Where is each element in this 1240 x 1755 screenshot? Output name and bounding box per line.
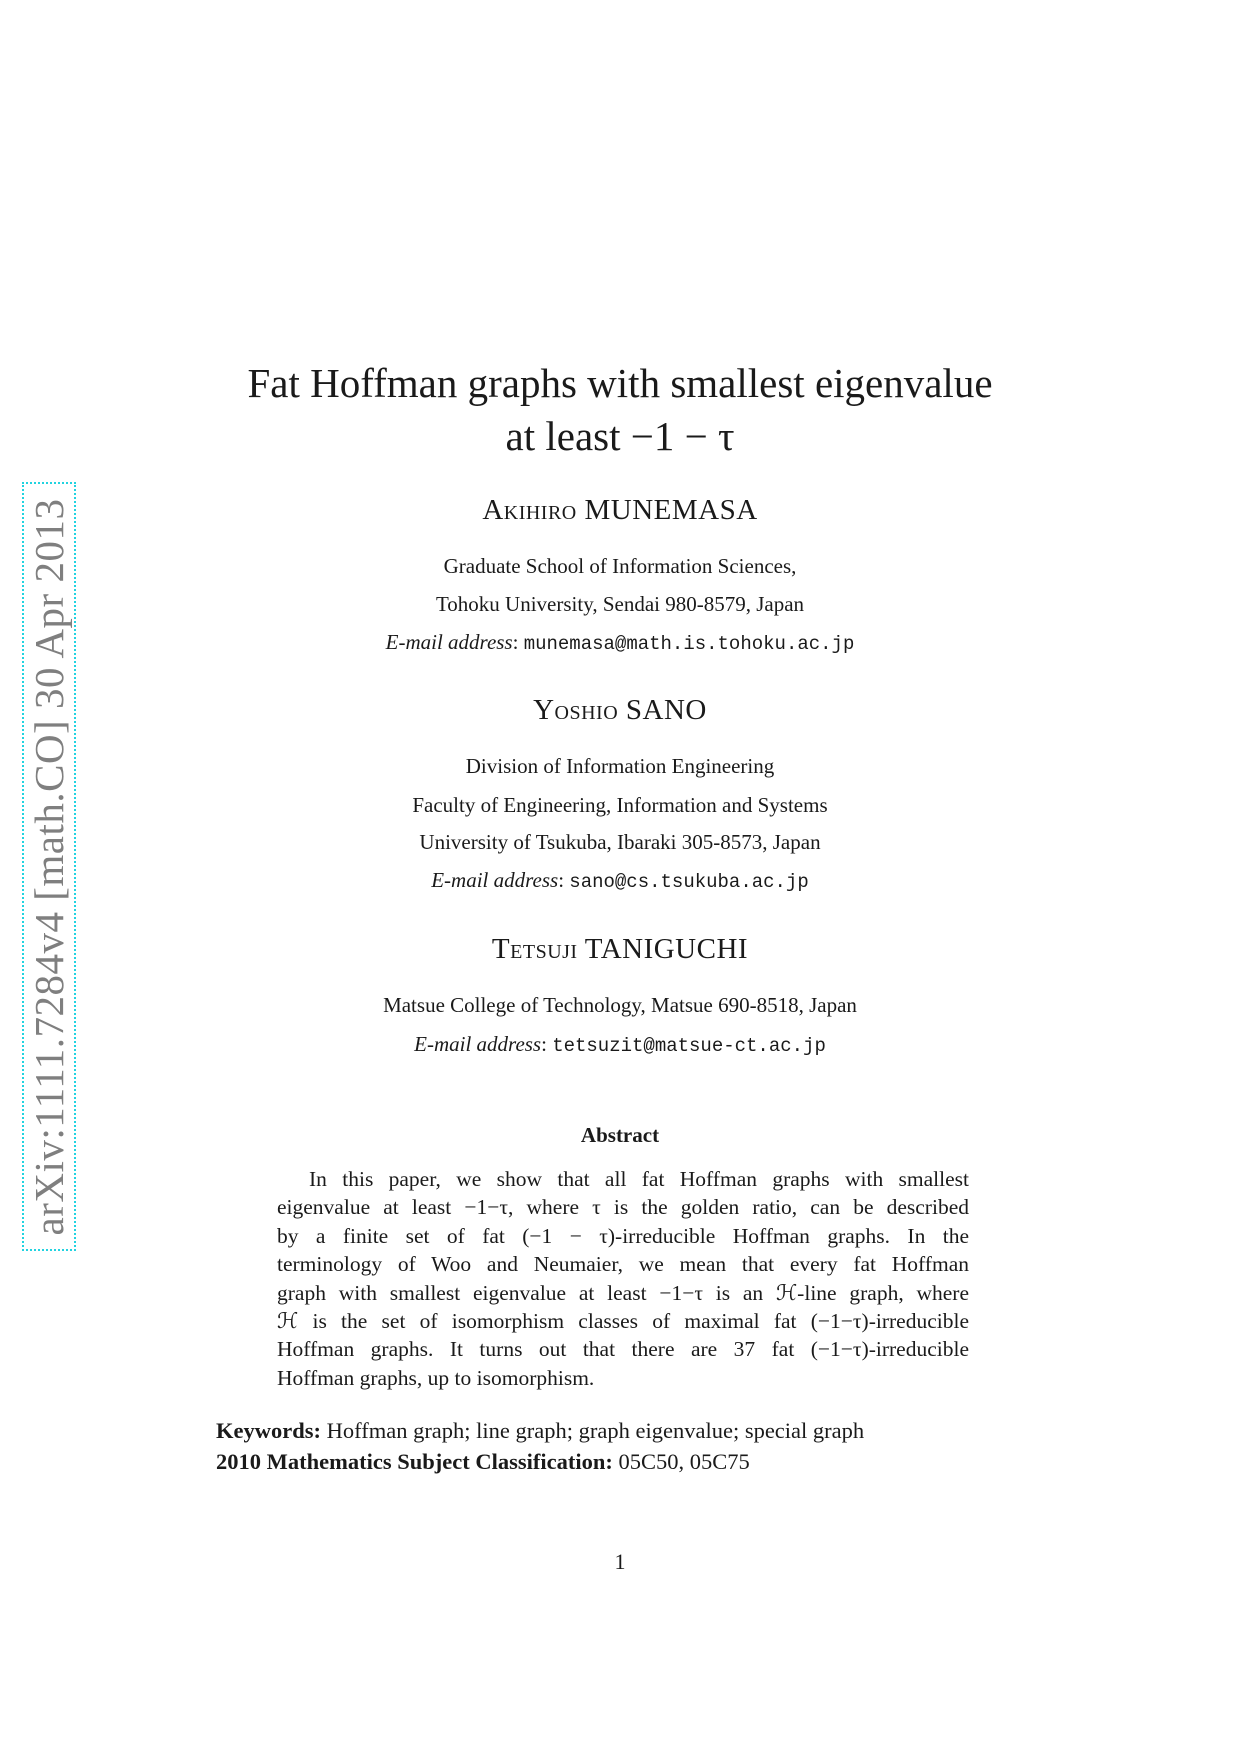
affiliation-line: Tohoku University, Sendai 980-8579, Japan — [435, 592, 805, 616]
author-name: Tetsuji TANIGUCHI — [491, 933, 749, 965]
keywords — [216, 1418, 864, 1444]
page-number: 1 — [614, 1549, 626, 1574]
email-address: sano@cs.tsukuba.ac.jp — [569, 871, 809, 893]
email-line: E-mail address: munemasa@math.is.tohoku.ac.jp — [385, 630, 855, 655]
keywords-value: Hoffman graph; line graph; graph eigenvalue; special graph — [326, 1418, 865, 1443]
abstract-line: Hoffman graphs. It turns out that there are 37 fat (−1−τ)-irreducible — [277, 1337, 969, 1362]
email-address: tetsuzit@matsue-ct.ac.jp — [552, 1035, 826, 1057]
paper-title-line2: at least −1 − τ — [505, 413, 735, 459]
affiliation-line: Matsue College of Technology, Matsue 690-8518, Japan — [383, 993, 857, 1017]
abstract-heading: Abstract — [580, 1123, 660, 1147]
msc-classification — [216, 1449, 750, 1475]
affiliation-line: University of Tsukuba, Ibaraki 305-8573, Japan — [419, 830, 821, 854]
abstract-line: by a finite set of fat (−1 − τ)-irreducible Hoffman graphs. In the — [277, 1223, 969, 1248]
msc-value: 05C50, 05C75 — [618, 1449, 750, 1474]
abstract-body — [277, 1165, 969, 1392]
paper-title-line1: Fat Hoffman graphs with smallest eigenvalue — [247, 360, 993, 406]
email-label: E-mail address — [431, 868, 559, 892]
email-line: E-mail address: tetsuzit@matsue-ct.ac.jp — [414, 1032, 826, 1057]
abstract-line: In this paper, we show that all fat Hoffman graphs with smallest — [309, 1167, 969, 1191]
abstract-line: graph with smallest eigenvalue at least −1−τ is an ℋ-line graph, where — [277, 1280, 969, 1305]
msc-label: 2010 Mathematics Subject Classification: — [216, 1449, 613, 1474]
affiliation-line: Faculty of Engineering, Information and Systems — [412, 793, 828, 817]
abstract-line: ℋ is the set of isomorphism classes of maximal fat (−1−τ)-irreducible — [277, 1308, 969, 1333]
affiliation-line: Graduate School of Information Sciences, — [443, 554, 797, 578]
email-label: E-mail address — [414, 1032, 542, 1056]
abstract-line: Hoffman graphs, up to isomorphism. — [277, 1365, 595, 1390]
author-name: Akihiro MUNEMASA — [482, 494, 758, 526]
abstract-line: terminology of Woo and Neumaier, we mean that every fat Hoffman — [277, 1252, 969, 1277]
arxiv-stamp-text: arXiv:1111.7284v4 [math.CO] 30 Apr 2013 — [26, 498, 72, 1235]
author-name: Yoshio SANO — [533, 694, 707, 726]
email-label: E-mail address — [385, 630, 513, 654]
affiliation-line: Division of Information Engineering — [465, 754, 775, 778]
email-line: E-mail address: sano@cs.tsukuba.ac.jp — [431, 868, 809, 893]
abstract-line: eigenvalue at least −1−τ, where τ is the golden ratio, can be described — [277, 1195, 969, 1220]
email-address: munemasa@math.is.tohoku.ac.jp — [523, 633, 855, 655]
keywords-label: Keywords: — [216, 1418, 321, 1443]
